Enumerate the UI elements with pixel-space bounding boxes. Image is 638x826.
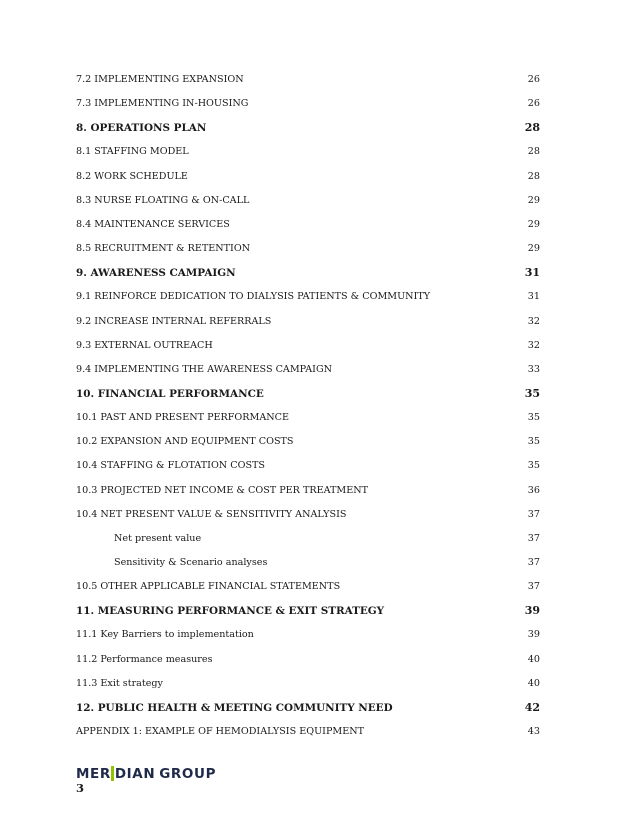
toc-entry-page: 35	[527, 436, 540, 447]
toc-entry-page: 43	[527, 726, 540, 737]
logo-text-part2: DIAN	[114, 766, 156, 782]
toc-entry-page: 36	[527, 485, 540, 496]
toc-entry	[76, 628, 540, 642]
toc-entry-page: 40	[527, 654, 540, 665]
toc-entry	[76, 145, 540, 159]
toc-entry-title: 9.3 EXTERNAL OUTREACH	[76, 340, 213, 351]
toc-entry	[76, 290, 540, 304]
toc-entry-title: 11. MEASURING PERFORMANCE & EXIT STRATEGY	[76, 605, 385, 617]
logo-accent-bar	[111, 766, 114, 781]
toc-entry-page: 31	[527, 291, 540, 302]
toc-entry-page: 39	[527, 629, 540, 640]
toc-entry-title: 10.2 EXPANSION AND EQUIPMENT COSTS	[76, 436, 294, 447]
toc-entry-page: 35	[527, 460, 540, 471]
toc-entry-page: 29	[527, 195, 540, 206]
toc-entry-title: 12. PUBLIC HEALTH & MEETING COMMUNITY NEED	[76, 702, 393, 714]
toc-entry	[76, 532, 540, 546]
toc-entry	[76, 194, 540, 208]
toc-entry	[76, 580, 540, 594]
toc-entry	[76, 363, 540, 377]
toc-section-heading	[76, 266, 540, 280]
toc-entry-title: 10.4 NET PRESENT VALUE & SENSITIVITY ANALYSIS	[76, 509, 347, 520]
toc-entry	[76, 73, 540, 87]
toc-entry-title: 8.5 RECRUITMENT & RETENTION	[76, 243, 251, 254]
toc-entry-page: 37	[527, 533, 540, 544]
toc-entry-title: 10. FINANCIAL PERFORMANCE	[76, 388, 264, 400]
toc-entry	[76, 218, 540, 232]
toc-entry-title: APPENDIX 1: EXAMPLE OF HEMODIALYSIS EQUIPMENT	[76, 726, 365, 737]
toc-entry	[76, 725, 540, 739]
toc-entry-title: 10.3 PROJECTED NET INCOME & COST PER TREATMENT	[76, 485, 368, 496]
toc-entry-page: 29	[527, 219, 540, 230]
toc-entry-title: 8.4 MAINTENANCE SERVICES	[76, 219, 230, 230]
toc-entry-title: 9.2 INCREASE INTERNAL REFERRALS	[76, 316, 272, 327]
toc-entry-page: 29	[527, 243, 540, 254]
toc-entry-page: 35	[527, 412, 540, 423]
toc-entry-page: 28	[527, 146, 540, 157]
toc-section-heading	[76, 701, 540, 715]
toc-entry-title: 11.3 Exit strategy	[76, 678, 163, 689]
toc-entry-title: 9. AWARENESS CAMPAIGN	[76, 267, 236, 279]
toc-entry-page: 37	[527, 581, 540, 592]
toc-entry	[76, 508, 540, 522]
toc-entry	[76, 339, 540, 353]
toc-entry-page: 31	[524, 266, 540, 279]
toc-entry-title: 10.5 OTHER APPLICABLE FINANCIAL STATEMENTS	[76, 581, 341, 592]
toc-entry-title: 8.1 STAFFING MODEL	[76, 146, 189, 157]
toc-entry-page: 37	[527, 557, 540, 568]
toc-entry	[76, 97, 540, 111]
meridian-group-logo	[76, 766, 216, 782]
logo-text-part3: GROUP	[159, 766, 217, 782]
toc-entry-page: 26	[527, 74, 540, 85]
toc-entry	[76, 653, 540, 667]
toc-entry-title: 8.3 NURSE FLOATING & ON-CALL	[76, 195, 250, 206]
toc-entry	[76, 677, 540, 691]
toc-entry-page: 28	[527, 171, 540, 182]
toc-entry-page: 32	[527, 316, 540, 327]
toc-entry	[76, 484, 540, 498]
toc-entry-page: 28	[524, 121, 540, 134]
toc-entry-title: 9.1 REINFORCE DEDICATION TO DIALYSIS PATIENTS & COMMUNITY	[76, 291, 431, 302]
toc-entry-title: 7.2 IMPLEMENTING EXPANSION	[76, 74, 244, 85]
toc-entry	[76, 315, 540, 329]
toc-entry-title: Sensitivity & Scenario analyses	[114, 557, 268, 568]
toc-entry	[76, 170, 540, 184]
toc-entry-page: 32	[527, 340, 540, 351]
toc-entry-title: Net present value	[114, 533, 202, 544]
toc-entry-title: 10.4 STAFFING & FLOTATION COSTS	[76, 460, 266, 471]
toc-entry	[76, 411, 540, 425]
toc-section-heading	[76, 121, 540, 135]
toc-entry-title: 9.4 IMPLEMENTING THE AWARENESS CAMPAIGN	[76, 364, 333, 375]
toc-entry	[76, 556, 540, 570]
toc-entry-page: 33	[527, 364, 540, 375]
toc-entry-page: 37	[527, 509, 540, 520]
toc-entry-page: 39	[524, 604, 540, 617]
toc-entry	[76, 242, 540, 256]
toc-entry-page: 42	[524, 701, 540, 714]
toc-entry-title: 11.1 Key Barriers to implementation	[76, 629, 254, 640]
page-number: 3	[76, 781, 85, 795]
toc-entry-page: 40	[527, 678, 540, 689]
toc-section-heading	[76, 387, 540, 401]
toc-entry-page: 26	[527, 98, 540, 109]
toc-entry	[76, 459, 540, 473]
logo-text-part1: MER	[76, 766, 111, 782]
toc-entry-title: 11.2 Performance measures	[76, 654, 213, 665]
toc-entry-title: 10.1 PAST AND PRESENT PERFORMANCE	[76, 412, 290, 423]
toc-entry-page: 35	[524, 387, 540, 400]
toc-section-heading	[76, 604, 540, 618]
toc-entry-title: 8.2 WORK SCHEDULE	[76, 171, 188, 182]
toc-entry-title: 7.3 IMPLEMENTING IN-HOUSING	[76, 98, 249, 109]
toc-entry	[76, 435, 540, 449]
toc-entry-title: 8. OPERATIONS PLAN	[76, 122, 207, 134]
